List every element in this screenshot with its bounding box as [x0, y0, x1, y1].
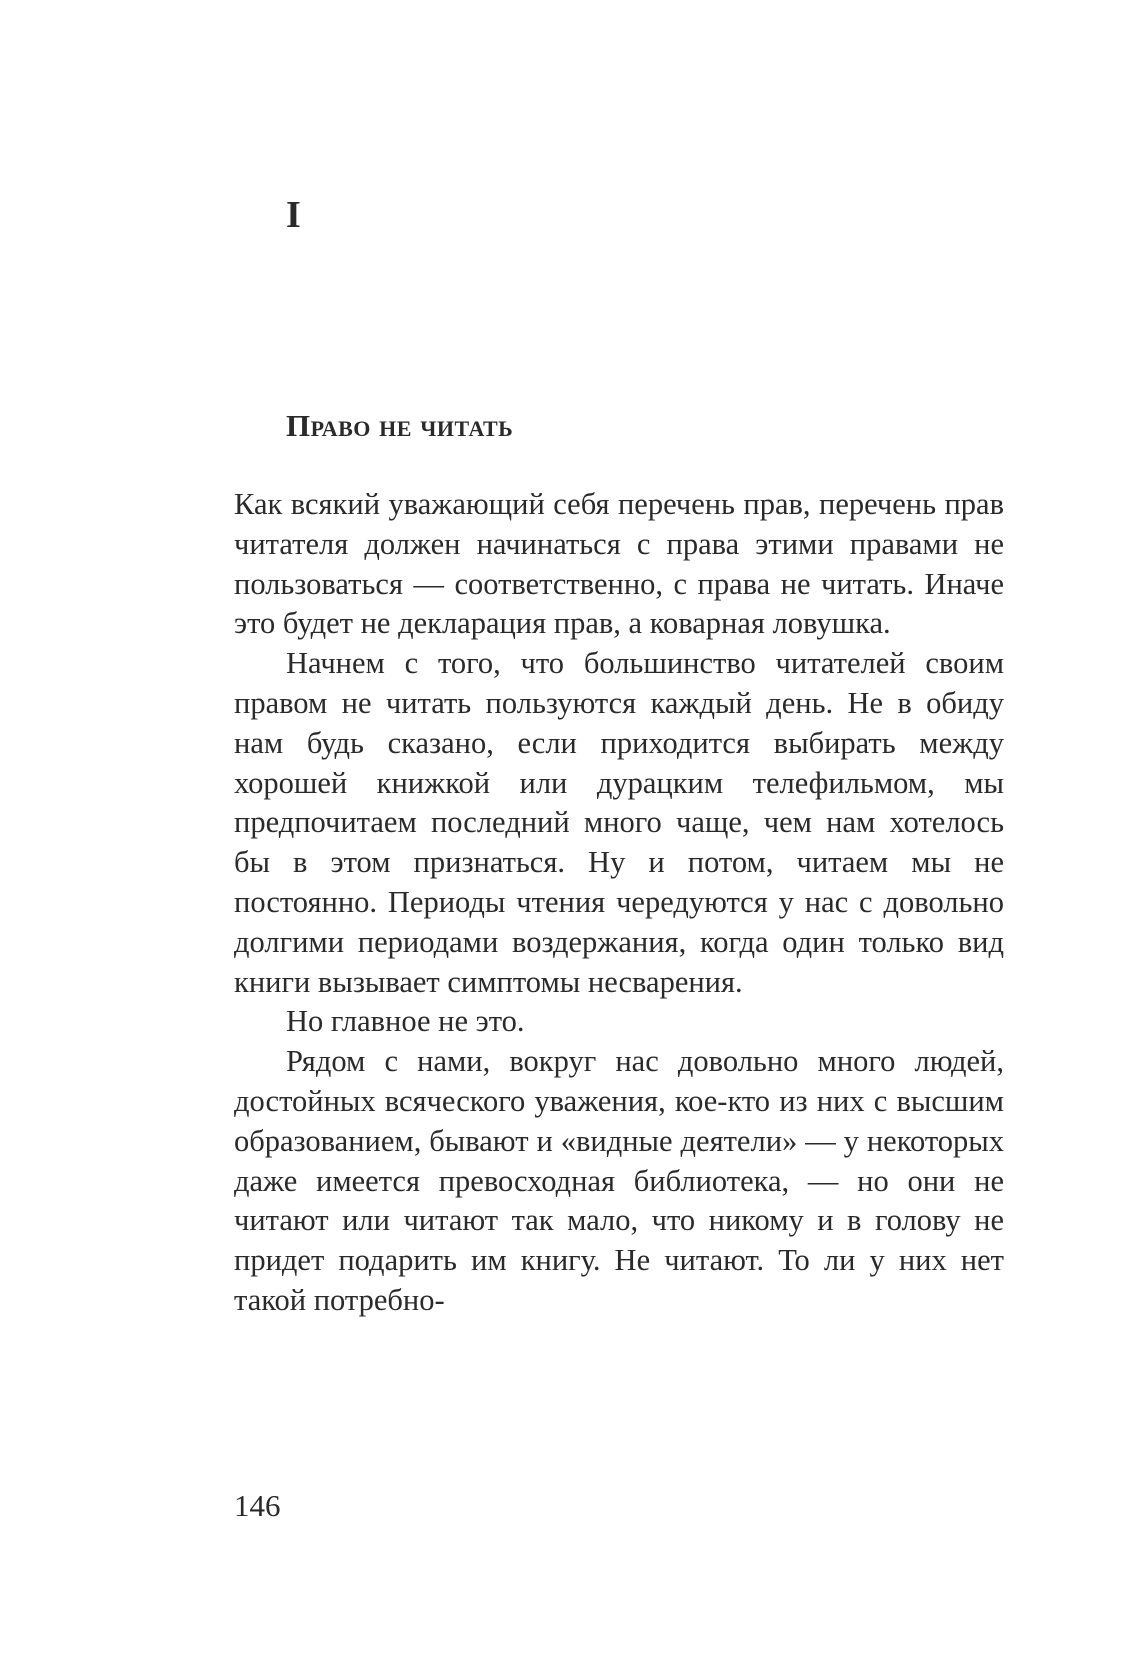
paragraph-2: Начнем с того, что большинство читателей своим правом не читать пользуются каждый день. Не в обиду нам будь сказано, если приходится выбирать между хорошей книжкой или дурацким телефильмом, мы предпочитаем последний много чаще, чем нам хотелось бы в этом признаться. Ну и потом, читаем мы не постоянно. Периоды чтения чередуются у нас с довольно долгими периодами воздержания, когда один только вид книги вызывает симптомы несварения.: [234, 646, 1004, 999]
body-text: [234, 485, 1004, 1321]
section-title: Право не читать: [286, 408, 514, 443]
page-number: 146: [234, 1488, 281, 1523]
chapter-numeral: I: [286, 194, 301, 236]
paragraph-1: Как всякий уважающий себя перечень прав, перечень прав читателя должен начинаться с права этими правами не пользоваться — соответственно, с права не читать. Иначе это будет не декларация прав, а коварная ловушка.: [234, 487, 1004, 641]
paragraph-4: Рядом с нами, вокруг нас довольно много людей, достойных всяческого уважения, кое-кто из них с высшим образованием, бывают и «видные деятели» — у некоторых даже имеется превосходная библиотека, — но они не читают или читают так мало, что никому и в голову не придет подарить им книгу. Не читают. То ли у них нет такой потребно-: [234, 1044, 1004, 1317]
paragraph-3: Но главное не это.: [286, 1004, 525, 1039]
